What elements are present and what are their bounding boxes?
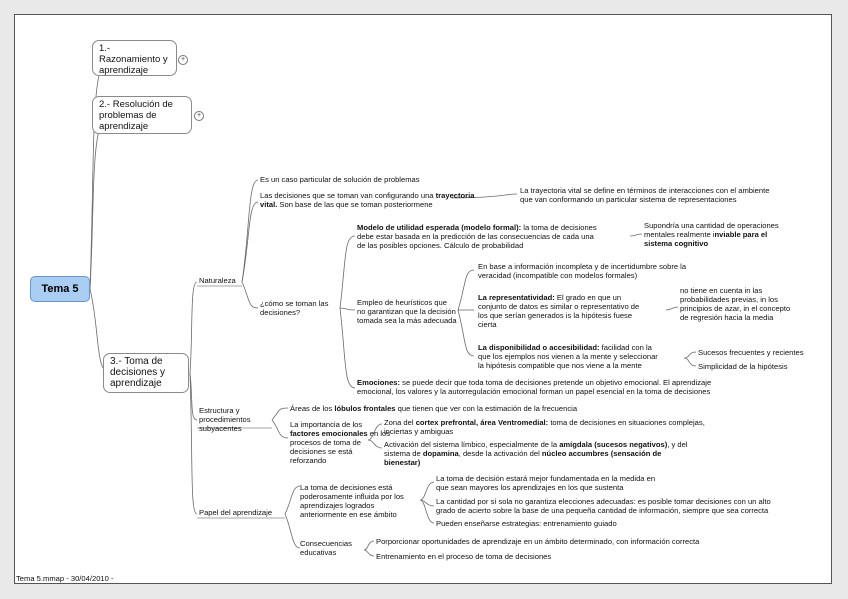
link-root-b2 [90, 115, 110, 289]
node-sucesos[interactable]: Sucesos frecuentes y recientes [698, 348, 804, 357]
node-incertidumbre[interactable]: En base a información incompleta y de incertidumbre sobre la veracidad (incompatible con modelos formales) [478, 262, 687, 280]
node-trayectoria-def[interactable]: La trayectoria vital se define en términos de interacciones con el ambiente que van conformando un particular sistema de representaciones [520, 186, 770, 204]
node-influida[interactable]: La toma de decisiones está poderosamente influida por los aprendizajes logrados anteriormente en ese ámbito [300, 483, 404, 519]
link-heur-1 [458, 270, 474, 310]
expand-plus-icon[interactable]: + [178, 55, 188, 65]
expand-plus-icon[interactable]: + [194, 111, 204, 121]
link-disp-c1 [684, 352, 696, 358]
node-consecuencias[interactable]: Consecuencias educativas [300, 539, 352, 557]
link-cons-1 [364, 541, 374, 550]
link-como-emo [340, 308, 355, 388]
node-heuristicos[interactable]: Empleo de heurísticos que no garantizan que la decisión tomada sea la más adecuada [357, 298, 457, 325]
node-entrenamiento[interactable]: Entrenamiento en el proceso de toma de decisiones [376, 552, 552, 561]
node-trayectoria[interactable]: Las decisiones que se toman van configurando una trayectoria vital. Son base de las que se toman posteriormene [260, 191, 475, 209]
link-cons-2 [364, 550, 374, 556]
node-cortex[interactable]: Zona del cortex prefrontal, área Ventromedial: toma de decisiones en situaciones complejas, inciertas y ambiguas [384, 418, 705, 436]
link-est-imp [272, 420, 288, 438]
link-papel-t1 [285, 486, 300, 514]
node-modelo-utilidad[interactable]: Modelo de utilidad esperada (modelo formal): la toma de decisiones debe estar basada en la predicción de las consecuencias de cada una de las posibles opciones. Cálculo de probabilidad [357, 223, 597, 250]
node-inviable[interactable]: Supondría una cantidad de operaciones mentales realmente inviable para el sistema cognitivo [644, 221, 779, 248]
branch-toma-decisiones[interactable]: 3.- Toma de decisiones y aprendizaje [103, 353, 189, 393]
link-t1-c1 [420, 482, 434, 500]
footer-text: Tema 5.mmap - 30/04/2010 - [16, 574, 114, 583]
node-fundamentada[interactable]: La toma de decisión estará mejor fundamentada en la medida en que sean mayores los aprendizajes en los que sustenta [436, 474, 656, 492]
link-heur-disp [458, 310, 474, 356]
node-emociones[interactable]: Emociones: se puede decir que toda toma de decisiones pretende un objetivo emocional. El aprendizaje emocional, los valores y la autorregulación emocional forman un papel esencial en la toma de decisiones [357, 378, 712, 396]
node-rep-detalle[interactable]: no tiene en cuenta in las probabilidades previas, in los principios de azar, in el concepto de regresión hacia la media [680, 286, 791, 322]
node-simplicidad[interactable]: Simplicidad de la hipótesis [698, 362, 788, 371]
node-factores-emocionales[interactable]: La importancia de los factores emocionales en los procesos de toma de decisiones se está reforzando [290, 420, 391, 465]
link-disp-c2 [684, 358, 696, 366]
node-caso-particular[interactable]: Es un caso particular de solución de problemas [260, 175, 420, 184]
link-b3-naturaleza [190, 282, 197, 373]
node-limbico[interactable]: Activación del sistema límbico, especialmente de la amígdala (sucesos negativos), y del sistema de dopamina, desde la activación del núcleo accumbres (sensación de bienestar) [384, 440, 688, 467]
root-node[interactable]: Tema 5 [30, 276, 90, 302]
branch-resolucion[interactable]: 2.- Resolución de problemas de aprendizaje [92, 96, 192, 134]
link-nat-como [242, 282, 258, 308]
link-root-b1 [90, 58, 110, 289]
node-naturaleza[interactable]: Naturaleza [199, 276, 236, 285]
link-papel-cons [285, 514, 300, 548]
link-rep-child [666, 307, 678, 310]
node-como[interactable]: ¿cómo se toman las decisiones? [260, 299, 329, 317]
node-cantidad[interactable]: La cantidad por sí sola no garantiza elecciones adecuadas: es posible tomar decisiones con un alto grado de acierto sobre la base de una pequeña cantidad de información, siempre que sea correcta [436, 497, 771, 515]
link-est-a [272, 408, 288, 420]
link-como-heur [340, 308, 355, 310]
node-estructura[interactable]: Estructura y procedimientos subyacentes [199, 406, 251, 433]
node-representatividad[interactable]: La representatividad: El grado en que un conjunto de datos es similar o representativo de los que serían generados is la hipótesis fuese cierta [478, 293, 640, 329]
link-modelo-child [630, 234, 642, 236]
node-papel[interactable]: Papel del aprendizaje [199, 508, 273, 517]
branch-razonamiento[interactable]: 1.- Razonamiento y aprendizaje [92, 40, 177, 76]
link-b3-papel [190, 373, 197, 514]
node-lobulos[interactable]: Áreas de los lóbulos frontales que tienen que ver con la estimación de la frecuencia [290, 404, 578, 413]
node-disponibilidad[interactable]: La disponibilidad o accesibilidad: facilidad con la que los ejemplos nos vienen a la mente y seleccionar la hipótesis compatible que nos viene a la mente [478, 343, 658, 370]
link-como-modelo [340, 236, 355, 308]
link-nat-n2 [242, 202, 258, 282]
node-oportunidades[interactable]: Porporcionar oportunidades de aprendizaje en un ámbito determinado, con información correcta [376, 537, 700, 546]
node-estrategias[interactable]: Pueden enseñarse estrategias: entrenamiento guiado [436, 519, 617, 528]
